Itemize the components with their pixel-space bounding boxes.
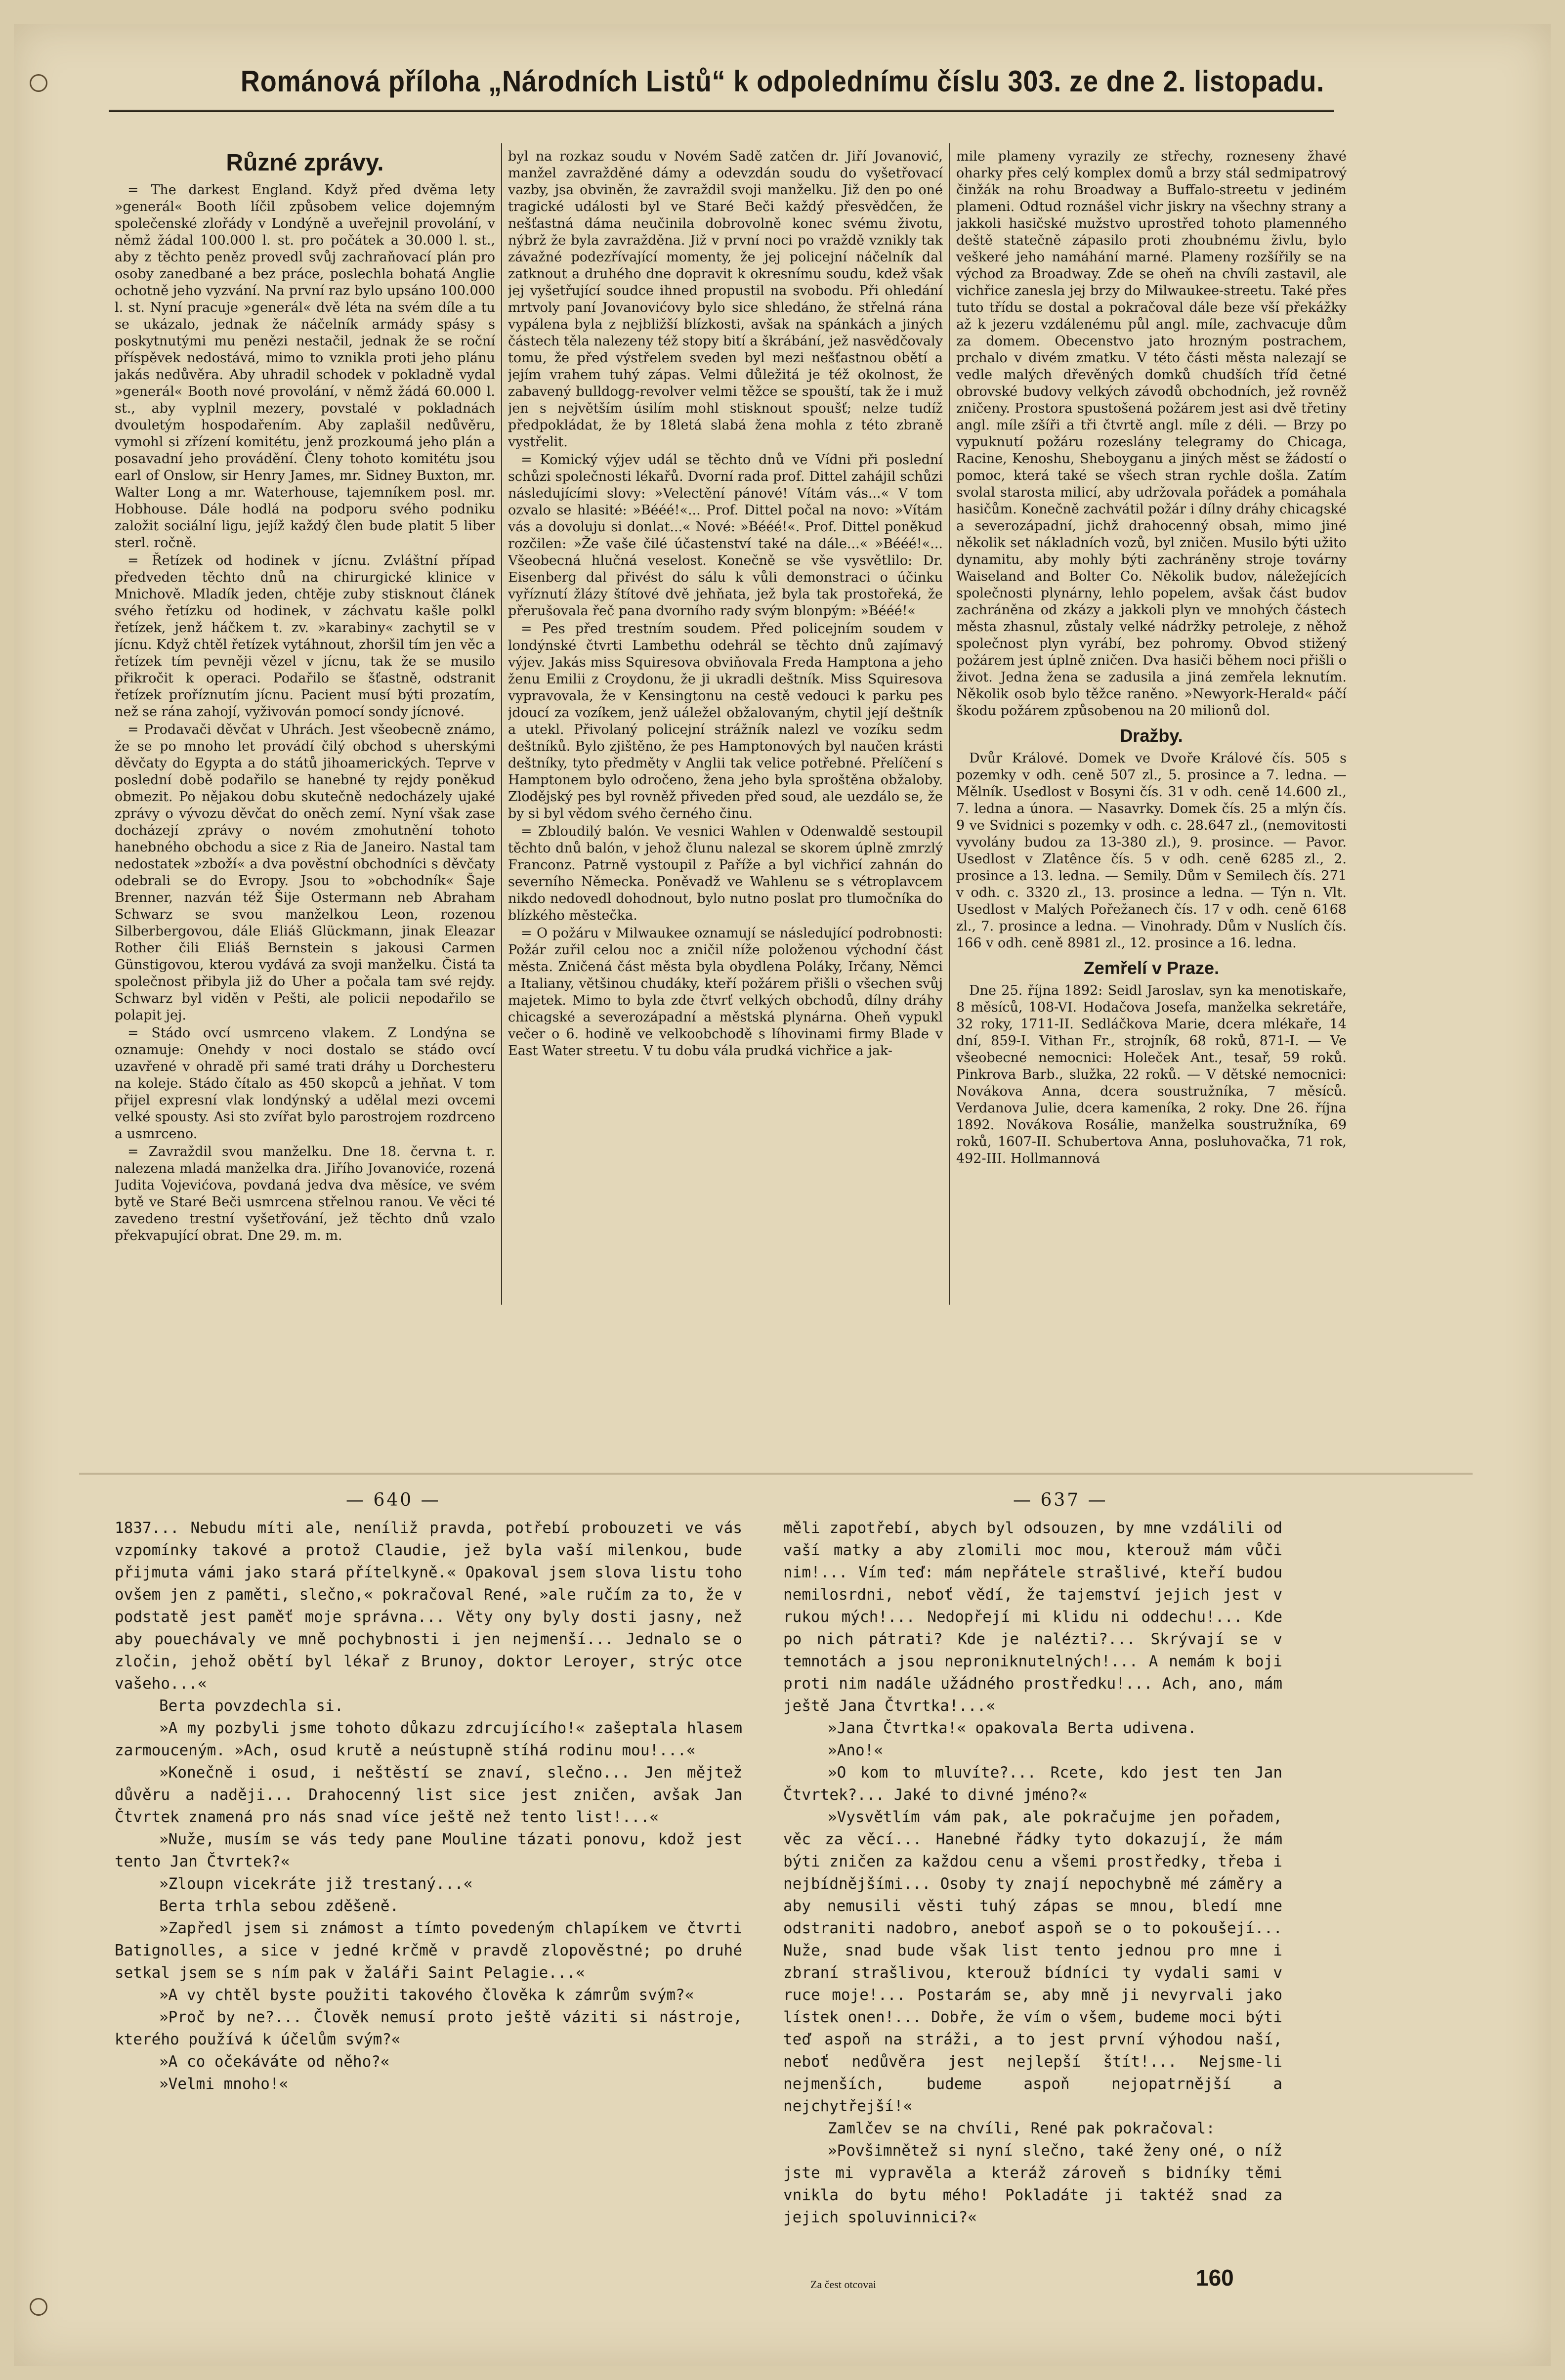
novel-page-left xyxy=(115,1517,742,2268)
section-heading-drazby: Dražby. xyxy=(1120,725,1183,746)
novel-paragraph: »Zapředl jsem si známost a tímto povedeným chlapíkem ve čtvrti Batignolles, a sice v jedné krčmě v pravdě zlopověstné; po druhé setkal jsem se s ním pak v žaláři Saint Pelagie...« xyxy=(115,1919,742,1982)
auction-listing: Dvůr Králové. Domek ve Dvoře Králové čís. 505 s pozemky v odh. ceně 507 zl., 5. prosince a 7. ledna. — Mělník. Usedlost v Bosyni čís. 31 v odh. ceně 14.600 zl., 7. ledna a února. — Nasavrky. Domek čís. 25 a mlýn čís. 9 ve Svidnici s pozemky v odh. c. 28.647 zl., (nemovitosti vyvolány budou za 13-380 zl.), 9. prosince. — Pavor. Usedlost v Zlatênce čís. 5 v odh. ceně 6285 zl., 2. prosince a 13. ledna. — Semily. Dům v Semilech čís. 271 v odh. c. 3320 zl., 13. prosince a ledna. — Týn n. Vlt. Usedlost v Malých Pořežanech čís. 17 v odh. ceně 6168 zl., 7. prosince a ledna. — Vinohrady. Dům v Nuslích čís. 166 v odh. ceně 8981 zl., 12. prosince a 16. ledna. xyxy=(956,751,1347,951)
novel-paragraph: 1837... Nebudu míti ale, neníliž pravda, potřebí probouzeti ve vás vzpomínky takové a protož Claudie, jež byla vaší milenkou, bude přijmuta vámi jako stará přítelkyně.« Opakoval jsem slova listu toho ovšem jen z paměti, slečno,« pokračoval René, »ale ručím za to, že v podstatě jest paměť moje správna... Věty ony byly dosti jasny, než aby pouechávaly ve mně pochybnosti i jen nejmenší... Jednalo se o zločin, jehož obětí byl lékař z Brunoy, doktor Leroyer, strýc otce vašeho...« xyxy=(115,1519,742,1693)
section-heading-ruzne-zpravy: Různé zprávy. xyxy=(226,150,384,176)
column-2 xyxy=(508,148,943,1300)
article-paragraph: mile plameny vyrazily ze střechy, rozneseny žhavé oharky přes celý komplex domů a brzy stál sedmipatrový činžák na rohu Broadway a Buffalo-streetu v jediném plameni. Odtud roznášel vichr jiskry na všechny strany a jakkoli hasičské mužstvo uprostřed tohoto plamenného deště statečně zápasilo proti zhoubnému živlu, bylo veškeré jeho namáhání marné. Plameny rozšířily se na východ za Broadway. Zde se oheň na chvíli zastavil, ale vichřice zanesla jej brzy do Milwaukee-streetu. Také přes tuto třídu se dostal a pokračoval dále beze vší překážky až k jezeru vzdálenému půl angl. míle, zachvacuje dům za domem. Obecenstvo jato hrozným postrachem, prchalo v divém zmatku. V této části města nalezají se vedle malých dřevěných domků chudších tříd četné obrovské budovy velkých závodů obchodních, jež rovněž zničeny. Prostora spustošená požárem jest asi dvě třetiny angl. míle zšíři a tři čtvrtě angl. míle z déli. — Brzy po vypuknutí požáru rozeslány telegramy do Chicaga, Racine, Kenoshu, Sheboyganu a jiných měst se žádostí o pomoc, která také se všech stran rychle došla. Zatím svolal starosta milicí, aby udržovala pořádek a pomáhala hasičům. Konečně zachvátil požár i dílny dráhy chicagské a severozápadní, jichž drahocenný obsah, mimo jiné několik set nákladních vozů, byl zničen. Musilo býti užito dynamitu, aby mohly býti zachráněny stroje továrny Waiseland and Bolter Co. Několik budov, náležejících společnosti plynárny, lehlo popelem, avšak část budov zachráněna od zkázy a jakkoli plyn ve mnohých částech města zhasnul, zůstaly velké nádržky petroleje, z něhož společnost plyn vyrábí, bez pohromy. Obvod stižený požárem jest úplně zničen. Dva hasiči během noci přišli o život. Jedna žena se zadusila a jiná zemřela leknutím. Několik osob bylo těžce raněno. »Newyork-Herald« páčí škodu požárem způsobenou na 20 milionů dol. xyxy=(956,149,1347,719)
novel-paragraph: »Jana Čtvrtka!« opakovala Berta udivena. xyxy=(828,1719,1197,1737)
novel-paragraph: »A co očekáváte od něho?« xyxy=(159,2053,390,2071)
page-number-right: — 637 — xyxy=(1013,1490,1108,1510)
fold-line xyxy=(79,1473,1473,1475)
novel-paragraph: měli zapotřebí, abych byl odsouzen, by mne vzdálili od vaší matky a aby zlomili moc mou, kterouž mám vůči nim!... Vím teď: mám nepřátele strašlivé, kteří budou nemilosrdni, neboť vědí, že tajemství jejich jest v rukou mých!... Nedopřejí mi klidu ni oddechu!... Kde po nich pátrati? Kde je nalézti?... Skrývají se v temnotách a jsou neproniknutelných!... A nemám k boji proti nim nadále užádného prostředku!... Ach, ano, mám ještě Jana Čtvrtka!...« xyxy=(783,1519,1282,1715)
section-heading-zemreli: Zemřelí v Praze. xyxy=(1083,958,1220,978)
novel-paragraph: »Proč by ne?... Člověk nemusí proto ještě váziti si nástroje, kterého používá k účelům svým?« xyxy=(115,2008,742,2048)
article-paragraph: = O požáru v Milwaukee oznamují se následující podrobnosti: Požár zuřil celou noc a zničil níže položenou východní část města. Zničená část města byla obydlena Poláky, Irčany, Němci a Italiany, většinou chudáky, kteří požárem přišli o všechen svůj majetek. Mimo to byla zde čtvrť velkých obchodů, dílny dráhy chicagské a severozápadní a městská plynárna. Oheň vypukl večer o 6. hodině ve velkoobchodě s líhovinami firmy Blade v East Water streetu. V tu dobu vála prudká vichřice a jak- xyxy=(508,926,943,1059)
novel-paragraph: »O kom to mluvíte?... Rcete, kdo jest ten Jan Čtvrtek?... Jaké to divné jméno?« xyxy=(783,1764,1282,1804)
novel-paragraph: »Zloupn vicekráte již trestaný...« xyxy=(159,1875,473,1893)
novel-page-right xyxy=(783,1517,1282,2268)
column-divider-1 xyxy=(501,143,502,1305)
column-3 xyxy=(956,148,1347,1300)
obituary-listing: Dne 25. října 1892: Seidl Jaroslav, syn ka menotiskaře, 8 měsíců, 108-VI. Hodačova Josefa, manželka sekretáře, 32 roky, 1711-II. Sedláčkova Marie, dcera mlékaře, 14 dní, 859-I. Vithan Fr., strojník, 68 roků, 871-I. — Ve všeobecné nemocnici: Holeček Ant., tesař, 59 roků. Pinkrova Barb., služka, 22 roků. — V dětské nemocnici: Novákova Anna, dcera soustružníka, 7 měsíců. Verdanova Julie, dcera kameníka, 2 roky. Dne 26. října 1892. Novákova Rosálie, manželka soustružníka, 69 roků, 1607-II. Schubertova Anna, posluhovačka, 71 rok, 492-III. Hollmannová xyxy=(956,983,1347,1166)
masthead-rule xyxy=(109,110,1334,112)
article-paragraph: = Zavraždil svou manželku. Dne 18. června t. r. nalezena mladá manželka dra. Jiřího Jovanoviće, rozená Judita Vojevićova, povdaná jedva dva měsíce, ve svém bytě ve Staré Beči usmrcena střelnou ranou. Ve věci té zavedeno trestní vyšetřování, jež těchto dnů vzalo překvapující obrat. Dne 29. m. m. xyxy=(115,1144,495,1243)
article-paragraph: = Pes před trestním soudem. Před policejním soudem v londýnské čtvrti Lambethu odehrál se těchto dnů zajímavý výjev. Jakás miss Squiresova obviňovala Freda Hamptona a jeho ženu Emilii z Croydonu, že ji ukradli deštník. Miss Squiresova vypravovala, že v Kensingtonu na cestě vedouci k parku pes jdoucí za vozíkem, jenž uáležel obžalovaným, chytil její deštník a utekl. Přivolaný policejní strážník nalezl ve vozíku sedm deštníků. Bylo zjištěno, že pes Hamptonových byl naučen krásti deštníky, tyto předměty v Anglii tak velice potřebné. Přelíčení s Hamptonem bylo odročeno, žena jeho byla sproštěna obžaloby. Zlodějský pes byl rovněž přiveden před soud, ale uezdálo se, že by si byl vědom svého černého činu. xyxy=(508,621,943,821)
article-paragraph: = Stádo ovcí usmrceno vlakem. Z Londýna se oznamuje: Onehdy v noci dostalo se stádo ovcí uzavřené v ohradě při samé trati dráhy u Dorchesteru na koleje. Stádo čítalo as 450 skopců a jehňat. V tom přijel expresní vlak londýnský a udělal mezi ovcemi velké spousty. Asi sto zvířat bylo parostrojem rozdrceno a usmrceno. xyxy=(115,1025,495,1142)
column-divider-2 xyxy=(949,143,950,1305)
binding-hole-icon xyxy=(30,74,47,92)
novel-paragraph: »Velmi mnoho!« xyxy=(159,2075,289,2093)
novel-paragraph: »A vy chtěl byste použiti takového člověka k zámrům svým?« xyxy=(159,1986,694,2004)
novel-paragraph: »Vysvětlím vám pak, ale pokračujme jen pořadem, věc za věcí... Hanebné řádky tyto dokazují, že mám býti zničen za každou cenu a všemi prostředky, třeba i nejbídnějšími... Osoby ty znají nepochybně mé záměry a aby nemusili věsti tuhý zápas se mnou, bledí mne odstraniti nadobro, aneboť aspoň se o to pokoušejí... Nuže, snad bude však list tento jednou pro mne i zbraní strašlivou, kterouž bídníci ty vydali sami v ruce moje!... Postarám se, aby mně ji nevyrvali jako lístek onen!... Dobře, že vím o všem, budeme moci býti teď aspoň na stráži, a to jest první výhodou naší, neboť nedůvěra jest nejlepší štít!... Nejsme-li nejmenších, budeme aspoň nejopatrnější a nejchytřejší!« xyxy=(783,1808,1282,2115)
article-paragraph: = The darkest England. Když před dvěma lety »generál« Booth líčil způsobem velice dojemným společenské zlořády v Londýně a uveřejnil provolání, v němž žádal 100.000 l. st. pro počátek a 30.000 l. st., aby z těchto peněz provedl svůj zachraňovací plán pro osoby zanedbané a bez práce, poslechla bohatá Anglie ochotně jeho vyzvání. Na první raz bylo upsáno 100.000 l. st. Nyní pracuje »generál« dvě léta na svém díle a tu se ukázalo, jednak že náčelník armády spásy s poskytnutými mu penězi nestačil, jednak že se roční příspěvek nedostává, mimo to vznikla proti jeho plánu jakás nedůvěra. Aby uhradil schodek v pokladně vydal »generál« Booth nové provolání, v němž žádá 60.000 l. st., aby vyplnil mezery, povstalé v pokladnách dvouletým hospodařením. Aby zaplašil nedůvěru, vymohl si zřízení komitétu, jenž prozkoumá jeho plán a posavadní jeho provádění. Členy tohoto komitétu jsou earl of Onslow, sir Henry James, mr. Sidney Buxton, mr. Walter Long a mr. Waterhouse, tajemníkem posl. mr. Hobhouse. Dále hodlá na podporu svého podniku založit sociální ligu, jejíž každý člen bude platit 5 liber sterl. ročně. xyxy=(115,182,495,551)
novel-paragraph: Berta trhla sebou zděšeně. xyxy=(159,1897,399,1915)
novel-paragraph: »Povšimnětež si nyní slečno, také ženy oné, o níž jste mi vypravěla a kteráž zároveň s bidníky těmi vnikla do bytu mého! Pokladáte ji taktéž snad za jejich spoluvinnici?« xyxy=(783,2142,1282,2226)
binding-hole-icon xyxy=(30,2298,47,2316)
novel-paragraph: »Konečně i osud, i neštěstí se znaví, slečno... Jen mějtež důvěru a naději... Drahocenný list sice jest zničen, avšak Jan Čtvrtek znamená pro nás snad více ještě než tento list!...« xyxy=(115,1764,742,1826)
novel-paragraph: Berta povzdechla si. xyxy=(159,1697,344,1715)
novel-paragraph: Zamlčev se na chvíli, René pak pokračoval: xyxy=(828,2120,1215,2137)
article-paragraph: = Komický výjev udál se těchto dnů ve Vídni při poslední schůzi společnosti lékařů. Dvorní rada prof. Dittel zahájil schůzi následujícími slovy: »Velectění pánové! Vítám vás...« V tom ozvalo se hlasité: »Bééé!«... Prof. Dittel počal na novo: »Vítám vás a dovoluju si donlat...« Nové: »Bééé!«. Prof. Dittel poněkud rozčilen: »Že vaše čilé účastenství také na dále...« »Bééé!«... Všeobecná hlučná veselost. Konečně se vše vysvětlilo: Dr. Eisenberg dal přivést do sálu k vůli demonstraci o účinku vyříznutí žlázy štítové dvě jehňata, jež byla tak prostořeká, že přerušovala řeč pana dvorního rady svým blonpým: »Bééé!« xyxy=(508,452,943,619)
novel-paragraph: »A my pozbyli jsme tohoto důkazu zdrcujícího!« zašeptala hlasem zarmouceným. »Ach, osud krutě a neústupně stíhá rodinu mou!...« xyxy=(115,1719,742,1759)
masthead-title: Románová příloha „Národních Listů“ k odpolednímu číslu 303. ze dne 2. listopadu. xyxy=(240,65,1325,98)
page-number-left: — 640 — xyxy=(346,1490,441,1510)
novel-paragraph: »Nuže, musím se vás tedy pane Mouline tázati ponovu, kdož jest tento Jan Čtvrtek?« xyxy=(115,1830,742,1870)
article-paragraph: = Zbloudilý balón. Ve vesnici Wahlen v Odenwaldě sestoupil těchto dnů balón, v jehož člunu nalezal se skorem úplně zmrzlý Franconz. Patrně vystoupil z Paříže a byl vichřicí zahnán do severního Německa. Poněvadž ve Wahlenu se s vétroplavcem nikdo nedovedl dohodnout, bylo nutno poslat pro tlumočníka do blízkého městečka. xyxy=(508,824,943,923)
sheet-number: 160 xyxy=(1196,2265,1234,2291)
article-paragraph: = Řetízek od hodinek v jícnu. Zvláštní případ předveden těchto dnů na chirurgické klinice v Mnichově. Mladík jeden, chtěje zuby stisknout článek svého řetízku od hodinek, v záchvatu kašle polkl řetízek, jenž háčkem t. zv. »karabiny« zachytil se v jícnu. Když chtěl řetízek vytáhnout, zhoršil tím jen věc a řetízek tím pevněji vězel v jícnu, tak že se musilo přikročit k operaci. Podařilo se šťastně, odstranit řetízek proříznutím jícnu. Pacient musí býti prozatím, než se rána zahojí, vyživován pomocí sondy jícnové. xyxy=(115,553,495,720)
signature-line: Za čest otcovai xyxy=(810,2278,877,2291)
article-paragraph: = Prodavači děvčat v Uhrách. Jest všeobecně známo, že se po mnoho let provádí čilý obchod s uherskými děvčaty do Egypta a do států jihoamerických. Teprve v poslední době podařilo se hanebné ty rejdy poněkud obmezit. Po nějakou dobu skutečně nedocházely ujaké zprávy o vývozu děvčat do oněch zemí. Nyní však zase docházejí zprávy o novém zmohutnění tohoto hanebného obchodu a sice z Ria de Janeiro. Nastal tam nedostatek »zboží« a dva pověstní obchodníci s děvčaty odebrali se do Evropy. Jsou to »obchodník« Šaje Brenner, nazván též Šije Ostermann neb Abraham Schwarz se svou manželkou Leon, rozenou Silberbergovou, dále Eliáš Glückmann, jinak Eleazar Rother čili Eliáš Bernstein s jakousi Carmen Günstigovou, kterou vydává za svoji manželku. Čistá ta společnost přibyla již do Uher a počala tam své rejdy. Schwarz byl viděn v Pešti, ale policii nepodařilo se polapit jej. xyxy=(115,722,495,1023)
article-paragraph: byl na rozkaz soudu v Novém Sadě zatčen dr. Jiří Jovanović, manžel zavražděné dámy a odevzdán soudu do vyšetřovací vazby, jsa obviněn, že zavraždil svoji manželku. Již den po oné tragické události byl ve Staré Beči každý přesvědčen, že nešťastná dáma neučinila dobrovolně konec svému životu, nýbrž že byla zavražděna. Již v první noci po vraždě vznikly tak závažné podezřívající momenty, že jej policejní náčelník dal zatknout a druhého dne dopravit k okresnímu soudu, kdež však jej vyšetřující soudce ihned propustil na svobodu. Při ohledání mrtvoly paní Jovanovićovy bylo sice shledáno, že střelná rána vypálena byla z nejbližší blízkosti, avšak na spánkách a jiných částech těla nalezeny též stopy bití a škrábání, jež nasvědčovaly tomu, že před výstřelem sveden byl mezi nešťastnou obětí a jejím vrahem tuhý zápas. Velmi důležitá je též okolnost, že zabavený bulldogg-revolver velmi těžce se spouští, tak že i muž jen s největším úsilím mohl stisknout spoušť; nelze tudíž předpokládat, že by 18letá slabá žena mohla z této zbraně vystřelit. xyxy=(508,149,943,450)
novel-paragraph: »Ano!« xyxy=(828,1742,883,1759)
column-1 xyxy=(115,148,495,1300)
